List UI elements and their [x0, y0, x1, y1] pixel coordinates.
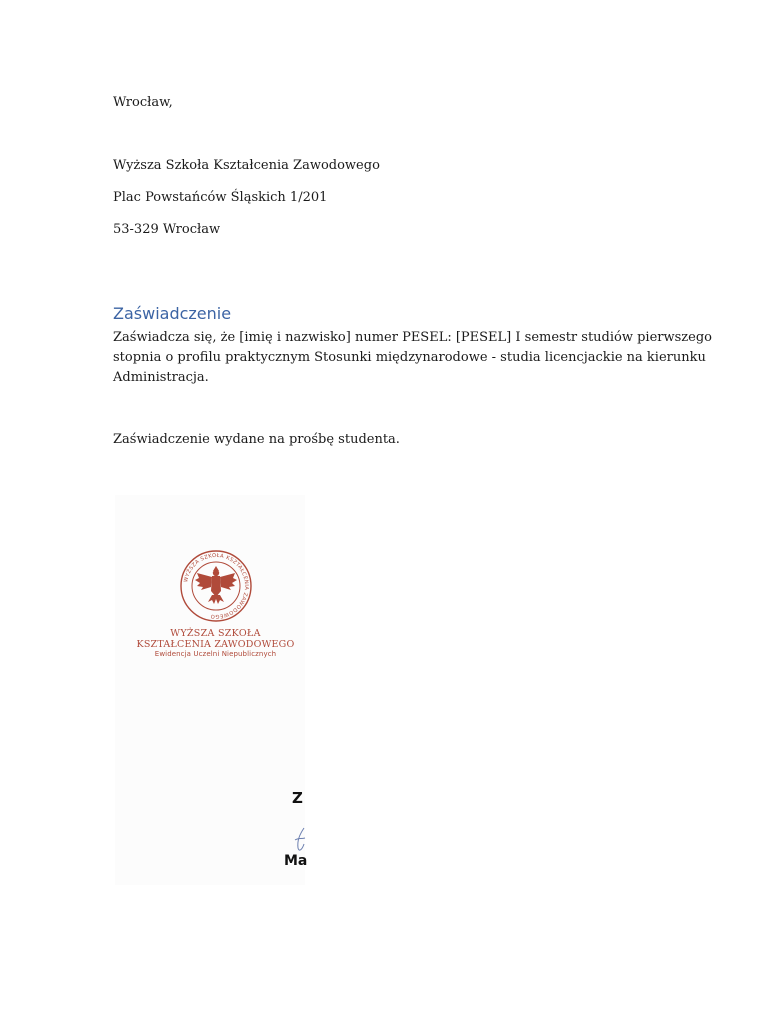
- university-stamp: [128, 540, 303, 658]
- closing-line: Zaświadczenie wydane na prośbę studenta.: [113, 432, 400, 447]
- address-line-1: Wyższa Szkoła Kształcenia Zawodowego: [113, 158, 380, 173]
- stamp-text-line-3: Ewidencja Uczelni Niepublicznych: [154, 650, 277, 658]
- signature-fragment-bottom: Ma: [284, 853, 308, 869]
- eagle-icon: [195, 566, 237, 604]
- body-line-2: stopnia o profilu praktycznym Stosunki międzynarodowe - studia licencjackie na kierunku: [113, 350, 706, 365]
- address-line-2: Plac Powstańców Śląskich 1/201: [113, 190, 328, 205]
- stamp-text-line-2: KSZTAŁCENIA ZAWODOWEGO: [136, 639, 295, 650]
- document-heading: Zaświadczenie: [113, 304, 232, 323]
- seal-emblem-icon: [179, 549, 253, 623]
- seal-ring-text: WYŻSZA SZKOŁA KSZTAŁCENIA ZAWODOWEGO: [183, 552, 250, 620]
- body-paragraph: [113, 328, 712, 388]
- signature-fragment-top: Z: [292, 789, 303, 807]
- address-line-3: 53-329 Wrocław: [113, 222, 221, 237]
- body-line-1: Zaświadcza się, że [imię i nazwisko] numer PESEL: [PESEL] I semestr studiów pierwszego: [113, 330, 712, 345]
- stamp-text-line-1: WYŻSZA SZKOŁA: [170, 628, 261, 639]
- body-line-3: Administracja.: [113, 370, 209, 385]
- signature-scribble-icon: [292, 826, 306, 854]
- place-line: Wrocław,: [113, 95, 173, 110]
